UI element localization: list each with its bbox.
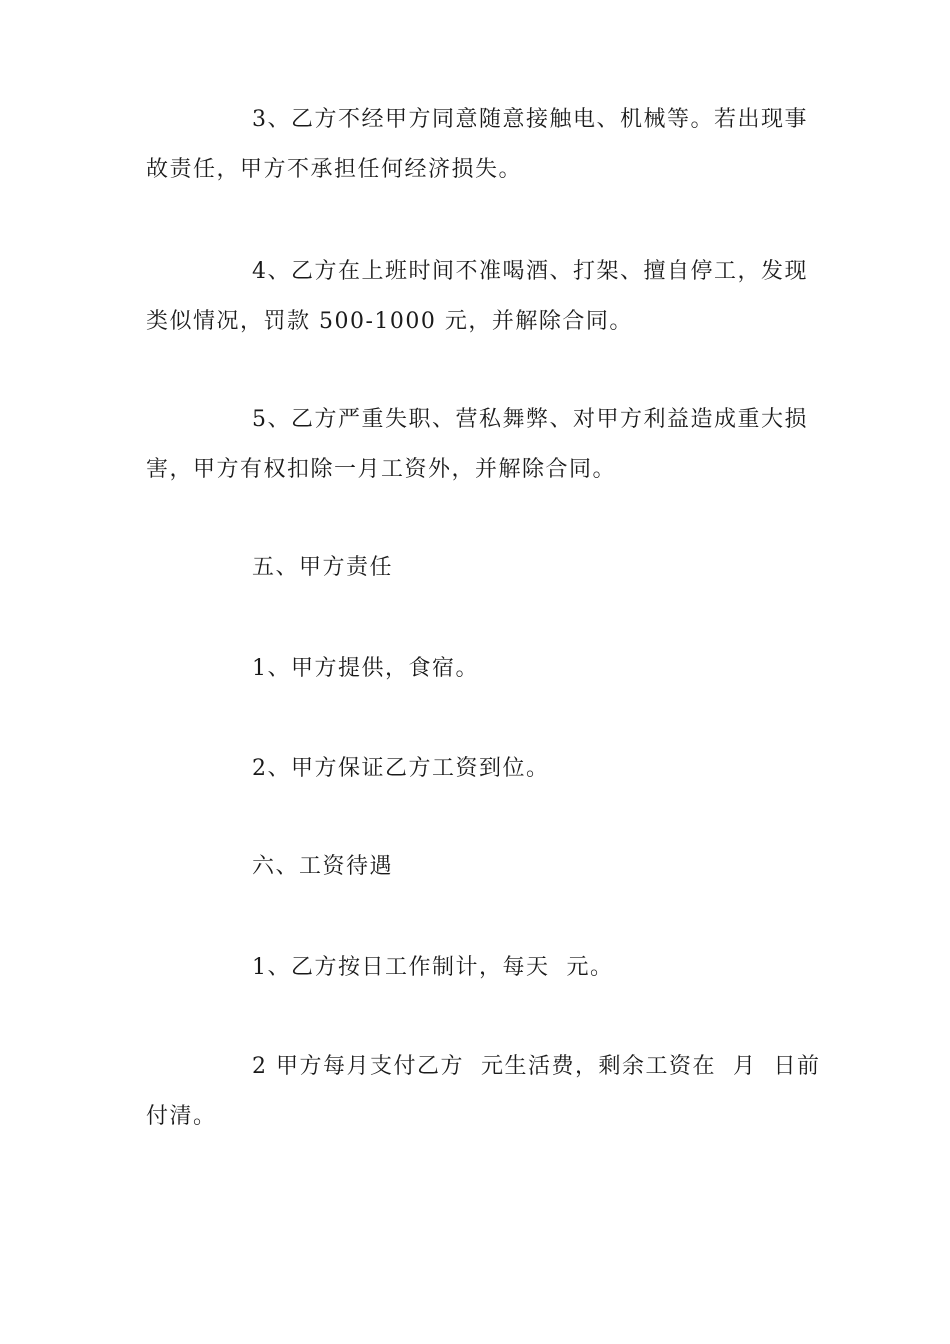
section-5-item-1: 1、甲方提供，食宿。: [252, 656, 479, 681]
clause-4-line-2: 类似情况，罚款 500-1000 元，并解除合同。: [146, 309, 633, 334]
section-6-item-2-line-1: 2 甲方每月支付乙方 元生活费，剩余工资在 月 日前: [252, 1054, 821, 1079]
section-6-heading: 六、工资待遇: [252, 854, 394, 879]
clause-3-line-1: 3、乙方不经甲方同意随意接触电、机械等。若出现事: [252, 107, 808, 132]
section-6-item-2-line-2: 付清。: [146, 1104, 217, 1129]
section-5-item-2: 2、甲方保证乙方工资到位。: [252, 756, 550, 781]
clause-3-line-2: 故责任，甲方不承担任何经济损失。: [146, 157, 523, 182]
clause-4-line-1: 4、乙方在上班时间不准喝酒、打架、擅自停工，发现: [252, 259, 808, 284]
clause-5-line-2: 害，甲方有权扣除一月工资外，并解除合同。: [146, 457, 617, 482]
section-6-item-1: 1、乙方按日工作制计，每天 元。: [252, 955, 614, 980]
section-5-heading: 五、甲方责任: [252, 555, 394, 580]
clause-5-line-1: 5、乙方严重失职、营私舞弊、对甲方利益造成重大损: [252, 407, 808, 432]
